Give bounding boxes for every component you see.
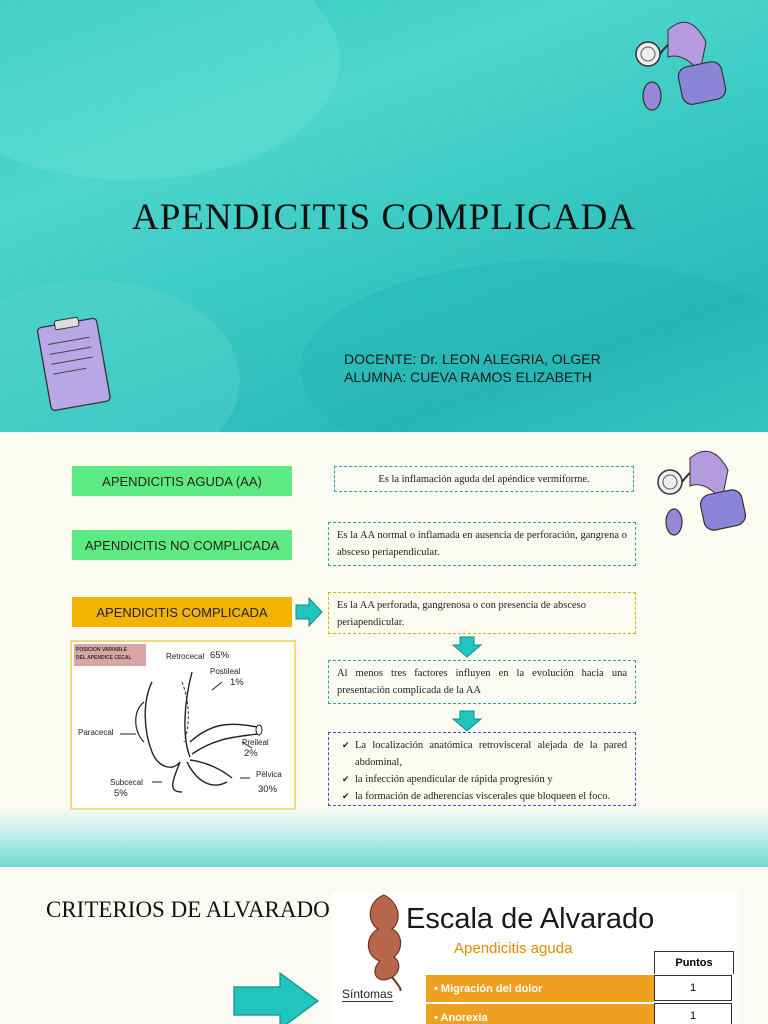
intestine-icon <box>358 891 410 991</box>
scale-subtitle: Apendicitis aguda <box>454 940 573 957</box>
label-apendicitis-complicada: APENDICITIS COMPLICADA <box>72 597 292 627</box>
appendix-position-figure <box>70 640 296 810</box>
blood-pressure-gauge-icon <box>652 442 756 540</box>
arrow-right-icon <box>232 971 320 1024</box>
scale-title: Escala de Alvarado <box>406 903 655 935</box>
label-apendicitis-aguda: APENDICITIS AGUDA (AA) <box>72 466 292 496</box>
points-header: Puntos <box>654 951 734 974</box>
pct-retrocecal: 65% <box>210 650 230 661</box>
alumna-line: ALUMNA: CUEVA RAMOS ELIZABETH <box>344 369 592 385</box>
factors-list <box>328 732 636 806</box>
criterion-row: • Migración del dolor <box>426 975 654 1002</box>
docente-line: DOCENTE: Dr. LEON ALEGRIA, OLGER <box>344 351 601 367</box>
label-postileal: Postileal <box>210 667 241 676</box>
alvarado-scale-card <box>332 891 738 1024</box>
pct-preileal: 2% <box>244 748 258 759</box>
title-slide <box>0 0 768 432</box>
clipboard-icon <box>36 316 116 414</box>
factor-item: ✔ la formación de adherencias viscerales que bloqueen el foco. <box>355 788 627 805</box>
pct-subcecal: 5% <box>114 788 128 799</box>
definitions-slide <box>0 432 768 867</box>
pct-pelvica: 30% <box>258 784 278 795</box>
definition-aa: Es la inflamación aguda del apéndice vermiforme. <box>334 466 634 492</box>
blood-pressure-gauge-icon <box>628 12 738 112</box>
factor-item: ✔ La localización anatómica retrovisceral alejada de la pared abdominal, <box>355 737 627 771</box>
watercolor-border <box>0 807 768 867</box>
pct-postileal: 1% <box>230 677 244 688</box>
factor-item: ✔ la infección apendicular de rápida progresión y <box>355 771 627 788</box>
slide-heading: CRITERIOS DE ALVARADO <box>46 897 330 922</box>
alvarado-slide <box>0 867 768 1024</box>
figure-tag-line: DEL APENDICE CECAL <box>76 655 132 661</box>
label-apendicitis-no-complicada: APENDICITIS NO COMPLICADA <box>72 530 292 560</box>
label-preileal: Preileal <box>242 738 269 747</box>
label-pelvica: Pélvica <box>256 770 282 779</box>
definition-complicada: Es la AA perforada, gangrenosa o con presencia de absceso periapendicular. <box>328 592 636 634</box>
arrow-down-icon <box>452 710 482 732</box>
label-retrocecal: Retrocecal <box>166 652 205 661</box>
presentation-title: APENDICITIS COMPLICADA <box>131 197 637 238</box>
figure-tag-line: POSICION VARIABLE <box>76 647 128 653</box>
arrow-right-icon <box>294 596 324 628</box>
section-sintomas: Síntomas <box>342 987 393 1001</box>
label-paracecal: Paracecal <box>78 728 114 737</box>
watercolor-wash <box>0 0 340 180</box>
criterion-points: 1 <box>654 1003 732 1024</box>
label-subcecal: Subcecal <box>110 778 143 787</box>
criterion-points: 1 <box>654 975 732 1001</box>
arrow-down-icon <box>452 636 482 658</box>
factors-intro: Al menos tres factores influyen en la evolución hacia una presentación complicada de la AA <box>328 660 636 704</box>
author-info <box>344 350 601 386</box>
definition-no-complicada: Es la AA normal o inflamada en ausencia de perforación, gangrena o absceso periapendicular. <box>328 522 636 566</box>
watercolor-wash <box>300 260 768 432</box>
criterion-row: • Anorexia <box>426 1004 654 1024</box>
